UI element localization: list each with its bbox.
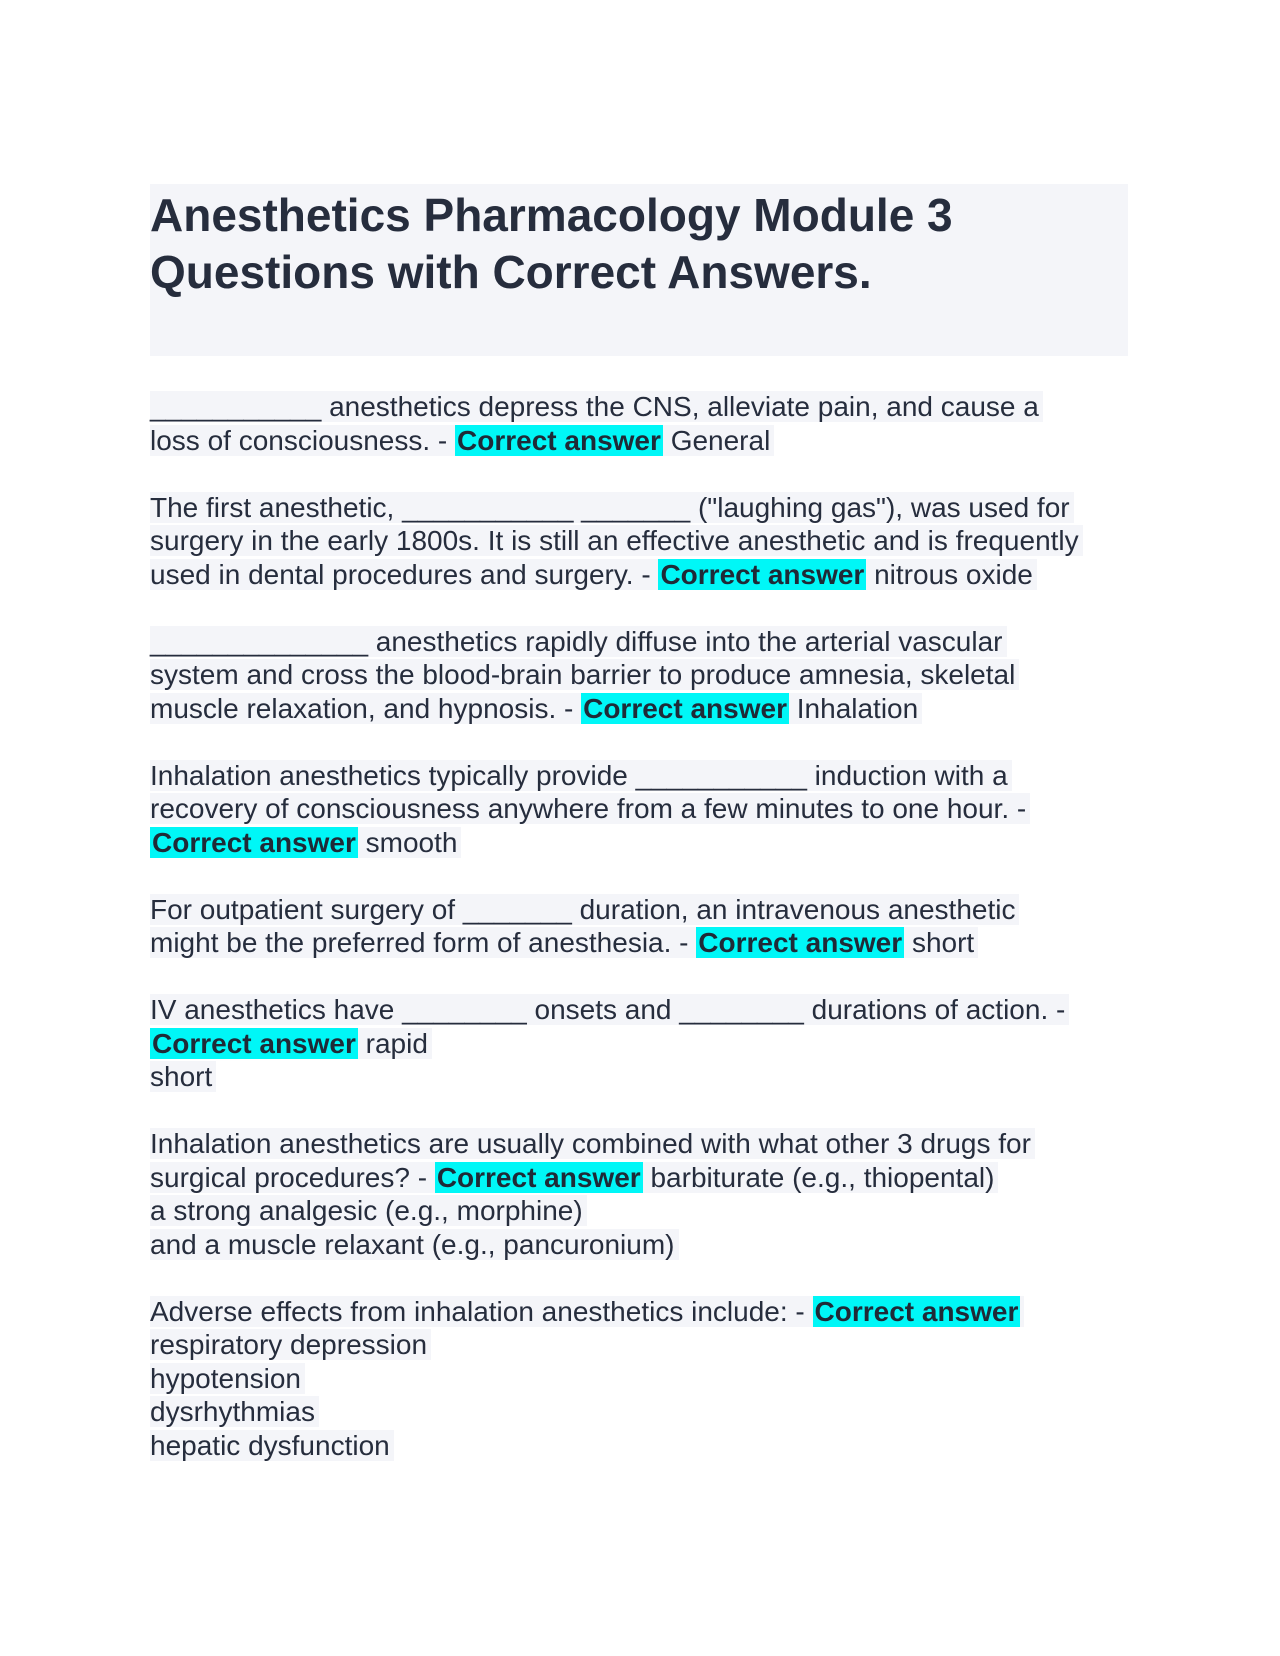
answer-text: nitrous oxide (874, 558, 1033, 590)
answer-text: rapid (365, 1027, 428, 1059)
question-text: surgical procedures? - (150, 1161, 435, 1193)
question-text: Adverse effects from inhalation anesthetics include: - (150, 1295, 813, 1327)
answer-text: barbiturate (e.g., thiopental) (650, 1161, 995, 1193)
question-text: surgery in the early 1800s. It is still an effective anesthetic and is frequently (150, 525, 1083, 556)
qa-item (150, 893, 1130, 960)
title-line: Questions with Correct Answers. (150, 246, 872, 298)
question-text: system and cross the blood-brain barrier to produce amnesia, skeletal (150, 659, 1019, 690)
answer-text: hepatic dysfunction (150, 1430, 394, 1461)
title-line: Anesthetics Pharmacology Module 3 (150, 189, 953, 241)
correct-answer-label: Correct answer (152, 826, 356, 858)
question-text: The first anesthetic, ___________ _______ ("laughing gas"), was used for (150, 492, 1074, 523)
qa-item (150, 390, 1130, 457)
correct-answer-label: Correct answer (436, 1161, 641, 1193)
correct-answer-label: Correct answer (457, 424, 661, 456)
question-text: recovery of consciousness anywhere from a few minutes to one hour. - (150, 793, 1030, 824)
qa-item (150, 993, 1130, 1094)
document-title (150, 187, 1128, 301)
question-text: For outpatient surgery of _______ duration, an intravenous anesthetic (150, 894, 1019, 925)
title-block (150, 184, 1128, 356)
question-text: Inhalation anesthetics typically provide ___________ induction with a (150, 760, 1012, 791)
qa-item (150, 625, 1130, 726)
question-text: ___________ anesthetics depress the CNS, alleviate pain, and cause a (150, 391, 1043, 422)
question-text: muscle relaxation, and hypnosis. - (150, 692, 582, 724)
question-text: IV anesthetics have ________ onsets and ________ durations of action. - (150, 994, 1069, 1025)
correct-answer-label: Correct answer (152, 1027, 356, 1059)
answer-text: respiratory depression (150, 1329, 431, 1360)
answer-text: General (670, 424, 771, 456)
answer-text: smooth (365, 826, 458, 858)
question-text: loss of consciousness. - (150, 424, 456, 456)
correct-answer-label: Correct answer (583, 692, 787, 724)
answer-text: dysrhythmias (150, 1396, 319, 1427)
question-text: might be the preferred form of anesthesia. - (150, 927, 697, 958)
question-text: ______________ anesthetics rapidly diffuse into the arterial vascular (150, 626, 1007, 657)
answer-text: and a muscle relaxant (e.g., pancuronium) (150, 1229, 679, 1260)
answer-text: a strong analgesic (e.g., morphine) (150, 1195, 587, 1226)
qa-item (150, 491, 1130, 592)
qa-item (150, 1295, 1130, 1463)
answer-text: short (911, 927, 975, 958)
qa-list (150, 390, 1130, 1496)
qa-item (150, 1127, 1130, 1261)
qa-item (150, 759, 1130, 860)
answer-text: Inhalation (796, 692, 919, 724)
answer-text: hypotension (150, 1363, 305, 1394)
answer-text: short (150, 1061, 216, 1092)
correct-answer-label: Correct answer (660, 558, 865, 590)
question-text: Inhalation anesthetics are usually combined with what other 3 drugs for (150, 1128, 1035, 1159)
correct-answer-label: Correct answer (698, 927, 903, 958)
question-text: used in dental procedures and surgery. - (150, 558, 659, 590)
correct-answer-label: Correct answer (814, 1295, 1019, 1327)
